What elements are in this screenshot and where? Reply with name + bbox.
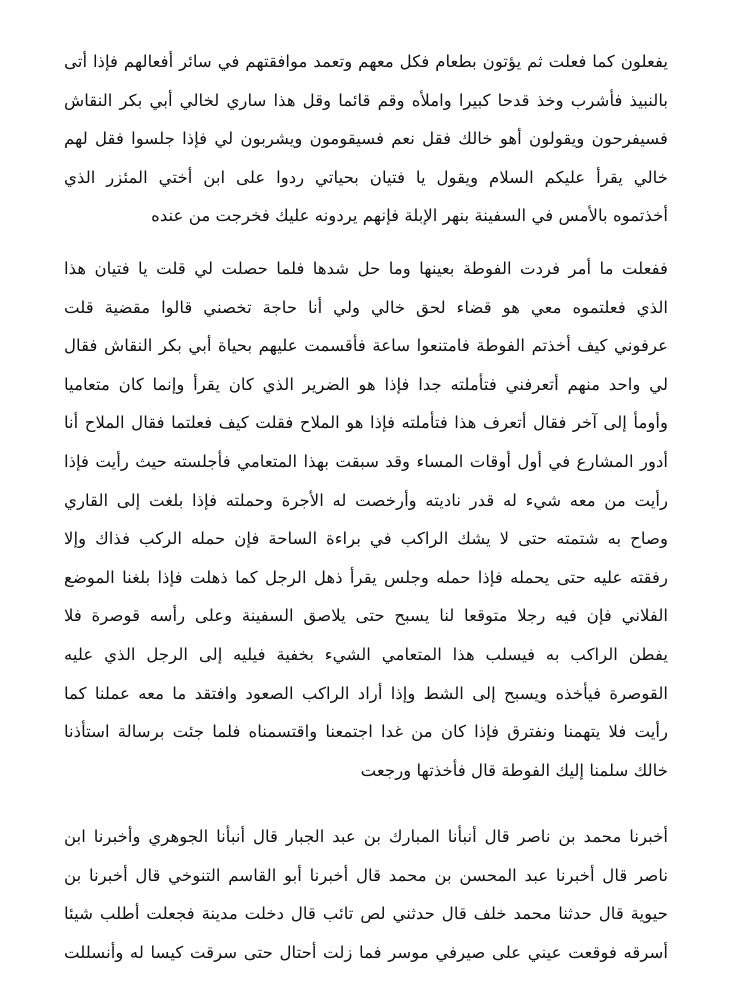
text-line: الذي فعلتموه معي هو قضاء لحق خالي ولي أنا حاجة تخصني قالوا مقضية قلت: [64, 297, 668, 317]
text-line: أخبرنا محمد بن ناصر قال أنبأنا المبارك بن عبد الجبار قال أنبأنا الجوهري وأخبرنا ابن: [64, 827, 668, 846]
text-line: ناصر قال أخبرنا عبد المحسن بن محمد قال أخبرنا أبو القاسم التنوخي قال أخبرنا بن: [64, 865, 668, 885]
text-line: وصاح به شتمته حتى لا يشك الراكب في براءة الساحة فإن حمله الركب فذاك وإلا: [64, 529, 668, 549]
text-line: أخذتموه بالأمس في السفينة بنهر الإبلة فإنهم يردونه عليك فخرجت من عنده: [151, 206, 668, 226]
text-line: رأيت من معه شيء له قدر ناديته وأرخصت له الأجرة وحملته فإذا بلغت إلى القاري: [64, 490, 668, 510]
text-line: لي واحد منهم أتعرفني فتأملته جدا فإذا هو الضرير الذي كان يقرأ وإنما كان متعاميا: [64, 374, 668, 394]
text-line: يفطن الراكب به فيسلب هذا المتعامي الشيء بخفية فيليه إلى الرجل الذي عليه: [64, 644, 668, 664]
text-line: حيوية قال حدثنا محمد خلف قال حدثني لص تائب قال دخلت مدينة فجعلت أطلب شيئا: [64, 904, 668, 924]
text-line: رفقته عليه حتى يحمله فإذا حمله وجلس يقرأ ذهل الرجل كما ذهلت فإذا بلغنا الموضع: [64, 567, 668, 587]
text-line: عرفوني كيف أخذتم الفوطة فامتنعوا ساعة فأقسمت عليهم بحياة أبي بكر النقاش فقال: [64, 336, 668, 356]
text-line: الفلاني فإن فيه رجلا متوقعا لنا يسبح حتى يلاصق السفينة وعلى رأسه قوصرة فلا: [64, 606, 668, 626]
text-line: خالي يقرأ عليكم السلام ويقول يا فتيان بحياتي ردوا على ابن أختي المئزر الذي: [64, 167, 668, 187]
paragraph-3: [64, 818, 668, 972]
text-line: أسرقه فوقعت عيني على صيرفي موسر فما زلت أحتال حتى سرقت كيسا له وأنسللت: [64, 942, 668, 962]
text-line: فسيفرحون ويقولون أهو خالك فقل نعم فسيقومون ويشربون لي فإذا جلسوا فقل لهم: [64, 129, 668, 149]
paragraph-1: [64, 43, 668, 236]
text-line: خالك سلمنا إليك الفوطة قال فأخذتها ورجعت: [360, 760, 668, 780]
text-line: بالنبيذ فأشرب وخذ قدحا كبيرا واملأه وقم قائما وقل هذا ساري لخالي أبي بكر النقاش: [64, 90, 668, 110]
text-line: أدور المشارع في أول أوقات المساء وقد سبقت بهذا المتعامي فأجلسته حيث رأيت فإذا: [64, 451, 668, 471]
text-line: ففعلت ما أمر فردت الفوطة بعينها وما حل شدها فلما حصلت لي قلت يا فتيان هذا: [64, 259, 668, 278]
text-line: رأيت فلا يتهمنا ونفترق فإذا كان من غدا اجتمعنا واقتسمناه فلما جئت برسالة استأذنا: [64, 722, 668, 742]
text-line: وأومأ إلى آخر فقال أتعرف هذا فتأملته فإذا هو الملاح فقلت كيف فعلتما فقال الملاح أنا: [64, 413, 668, 433]
paragraph-2: [64, 250, 668, 790]
text-line: القوصرة فيأخذه ويسبح إلى الشط وإذا أراد الراكب الصعود وافتقد ما معه عملنا كما: [64, 683, 668, 703]
text-line: يفعلون كما فعلت ثم يؤتون بطعام فكل معهم وتعمد موافقتهم في سائر أفعالهم فإذا أتى: [64, 52, 668, 71]
